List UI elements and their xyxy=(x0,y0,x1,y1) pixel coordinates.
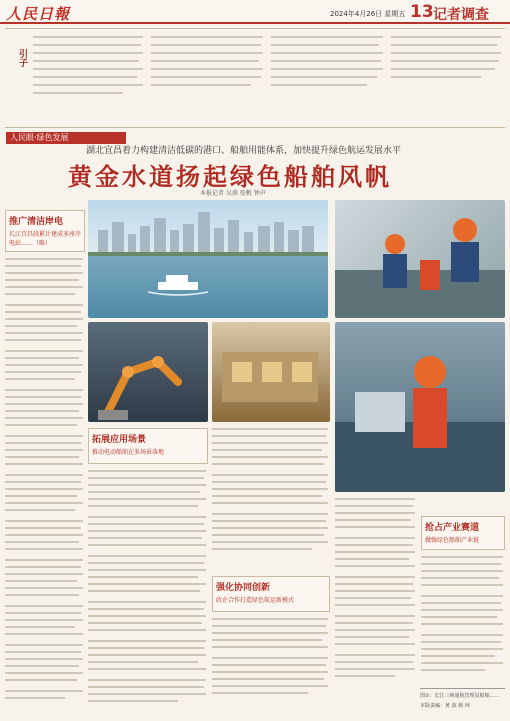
left-subhead-box xyxy=(5,210,85,252)
masthead xyxy=(0,0,510,24)
intro-text-lines xyxy=(33,34,503,126)
footer-info xyxy=(420,688,505,716)
feature-byline: 本报记者 吴燕 张帆 钟声 xyxy=(200,190,266,197)
right-subheading: 抢占产业赛道 xyxy=(425,523,480,533)
right-teaser: 做强绿色船舶产业链 xyxy=(425,537,480,544)
issue-date: 2024年4月26日 星期五 xyxy=(330,10,406,18)
lower-subheading: 强化协同创新 xyxy=(216,583,271,593)
right-subhead-box xyxy=(421,516,505,550)
robot-arm-illustration xyxy=(88,322,208,422)
left-subheading: 推广清洁岸电 xyxy=(9,217,64,227)
lower-teaser: 政企合作打造绿色航运新模式 xyxy=(216,597,295,604)
footer-caption: 图①：长江三峡通航管理局船舶…… xyxy=(420,693,500,699)
lower-subhead-box xyxy=(212,576,330,612)
workshop-illustration xyxy=(212,322,330,422)
middle-column xyxy=(88,426,208,711)
mid-subheading: 拓展应用场景 xyxy=(92,435,147,445)
engineer-illustration xyxy=(335,322,505,492)
worker-illustration xyxy=(335,200,505,318)
river-city-photo xyxy=(88,200,328,318)
left-column xyxy=(5,200,85,711)
page-number: 13 xyxy=(410,2,434,22)
left-column-text xyxy=(5,258,85,708)
mid-teaser: 推动电动船舶在多场景落地 xyxy=(92,449,165,456)
city-skyline-illustration xyxy=(88,200,328,318)
intro-tag: 引子 xyxy=(17,49,27,67)
right-column xyxy=(335,496,505,686)
workers-photo xyxy=(335,200,505,318)
feature-badge: 人民眼·绿色发展 xyxy=(6,132,126,144)
feature-kicker: 湖北宜昌着力构建清洁低碳的港口、船舶用能体系，加快提升绿色航运发展水平 xyxy=(86,146,402,156)
feature-headline: 黄金水道扬起绿色船舶风帆 xyxy=(68,163,392,191)
footer-editor-note: 本版责编：黄 波 颜 珂 xyxy=(420,703,470,709)
mid-column-text xyxy=(88,470,208,710)
right-column-text-b xyxy=(421,556,505,686)
engineer-photo xyxy=(335,322,505,492)
right-column-text-a xyxy=(335,496,417,686)
robot-arm-photo xyxy=(88,322,208,422)
workshop-photo xyxy=(212,322,330,422)
left-teaser: 长江宜昌段累计建成多座岸电站……（略） xyxy=(9,231,82,247)
intro-block xyxy=(5,28,505,128)
center-column-text-bottom xyxy=(212,618,330,710)
section-title: 记者调查 xyxy=(433,7,489,23)
center-column xyxy=(212,426,330,711)
center-column-text-top xyxy=(212,426,330,576)
mid-subhead-box xyxy=(88,428,208,464)
newspaper-logo: 人民日報 xyxy=(6,5,71,23)
